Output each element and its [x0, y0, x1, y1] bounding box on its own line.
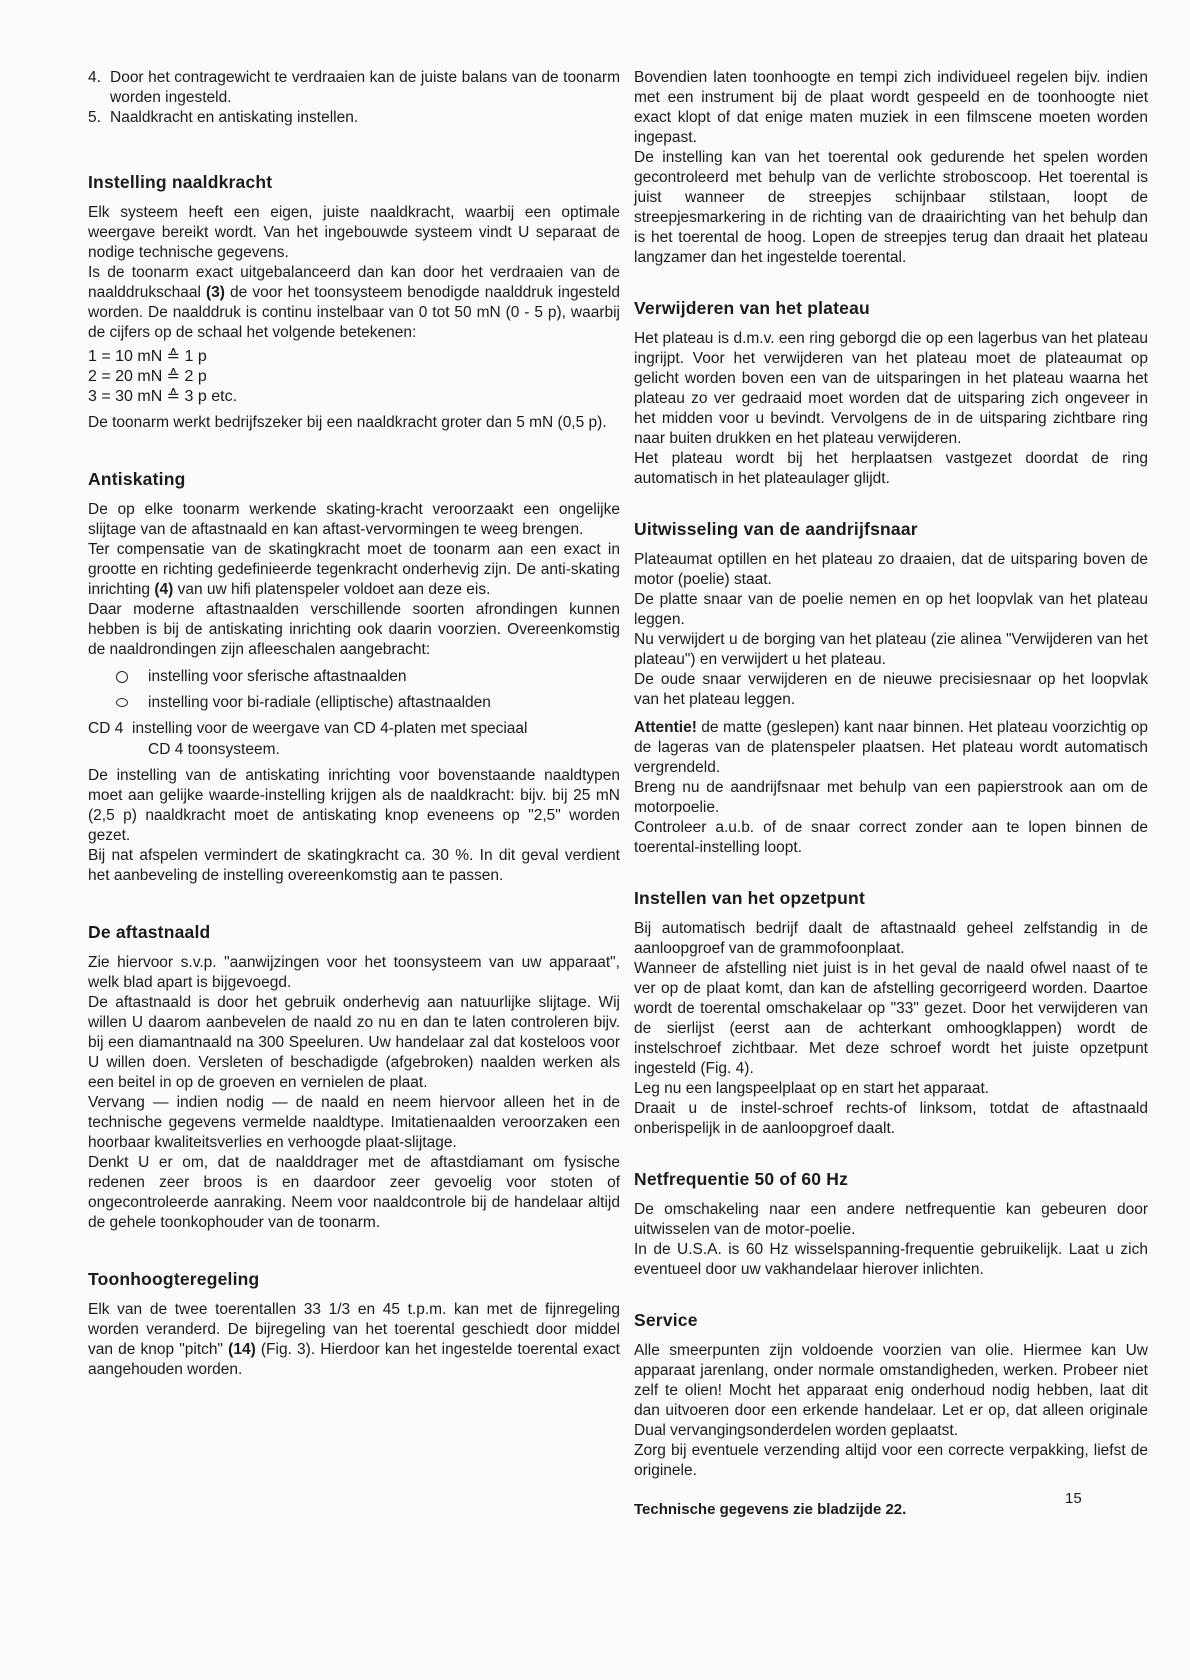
paragraph: Breng nu de aandrijfsnaar met behulp van een papierstrook aan om de motorpoelie. [634, 779, 1148, 816]
paragraph: Alle smeerpunten zijn voldoende voorzien van olie. Hiermee kan Uw apparaat jarenlang, onder normale omstandigheden, werken. Probeer niet zelf te olien! Mocht het apparaat enig onderhoud nodig hebben, laat dit dan uitvoeren door een erkende handelaar. Let er op, dat alleen originale Dual vervangingsonderdelen worden geplaatst. [634, 1342, 1148, 1439]
section-plateau [634, 298, 1148, 489]
section-opzetpunt [634, 888, 1148, 1139]
section-heading: Toonhoogteregeling [88, 1269, 260, 1289]
paragraph: Het plateau is d.m.v. een ring geborgd die op een lagerbus van het plateau ingrijpt. Voor het verwijderen van het plateau moet de plateaumat op gelicht worden boven een van de uitsparingen in het plateau waarna het plateau zo ver gedraaid moet worden dat de uitsparing zich ongeveer in het midden voor u bevindt. Vervolgens de in de uitsparing zichtbare ring naar buiten drukken en het plateau verwijderen. [634, 330, 1148, 447]
paragraph: Plateaumat optillen en het plateau zo draaien, dat de uitsparing boven de motor (poelie) staat. [634, 551, 1148, 588]
page-number: 15 [1065, 1490, 1082, 1507]
section-naaldkracht [88, 172, 620, 433]
paragraph: Is de toonarm exact uitgebalanceerd dan kan door het verdraaien van de naalddrukschaal (3) de voor het toonsysteem benodigde naalddruk ingesteld worden. De naalddruk is continu instelbaar van 0 tot 50 mN (0 - 5 p), waarbij de cijfers op de schaal het volgende betekenen: [88, 264, 620, 341]
intro-steps [88, 68, 620, 128]
tech-data-reference: Technische gegevens zie bladzijde 22. [634, 1501, 907, 1518]
paragraph: Vervang — indien nodig — de naald en neem hiervoor alleen het in de technische gegevens vermelde naaldtype. Imitatienaalden veroorzaken een hoorbaar kwaliteitsverlies en verhoogde plaat-slijtage. [88, 1094, 620, 1151]
elliptical-circle-icon [116, 698, 128, 707]
section-heading: De aftastnaald [88, 922, 211, 942]
paragraph: Zie hiervoor s.v.p. "aanwijzingen voor het toonsysteem van uw apparaat", welk blad apart is bijgevoegd. [88, 954, 620, 991]
section-heading: Service [634, 1310, 698, 1330]
scale-row: 2 = 20 mN ≙ 2 p [88, 368, 207, 385]
section-antiskating [88, 469, 620, 886]
section-service [634, 1310, 1148, 1481]
section-heading: Instellen van het opzetpunt [634, 888, 865, 908]
paragraph: De platte snaar van de poelie nemen en op het loopvlak van het plateau leggen. [634, 591, 1148, 628]
list-item-continuation: CD 4 toonsysteem. [148, 741, 280, 758]
paragraph: Elk van de twee toerentallen 33 1/3 en 45 t.p.m. kan met de fijnregeling worden veranderd. De bijregeling van het toerental geschiedt door middel van de knop "pitch" (14) (Fig. 3). Hierdoor kan het ingestelde toerental exact aangehouden worden. [88, 1301, 620, 1378]
section-heading: Uitwisseling van de aandrijfsnaar [634, 519, 918, 539]
list-item: instelling voor bi-radiale (elliptische) aftastnaalden [88, 692, 620, 714]
paragraph: Elk systeem heeft een eigen, juiste naaldkracht, waarbij een optimale weergave bereikt wordt. Van het ingebouwde systeem vindt U separaat de nodige technische gegevens. [88, 204, 620, 261]
force-scale-table [88, 347, 620, 407]
section-heading: Netfrequentie 50 of 60 Hz [634, 1169, 849, 1189]
paragraph: In de U.S.A. is 60 Hz wisselspanning-frequentie gebruikelijk. Laat u zich eventueel door uw vakhandelaar hierover inlichten. [634, 1241, 1148, 1278]
section-toonhoogte [88, 1269, 620, 1380]
scale-symbol-list [88, 666, 620, 760]
spherical-circle-icon [116, 671, 128, 683]
list-item: CD 4 instelling voor de weergave van CD 4-platen met speciaal [88, 720, 528, 737]
paragraph: Nu verwijdert u de borging van het plateau (zie alinea "Verwijderen van het plateau") en verwijdert u het plateau. [634, 631, 1148, 668]
paragraph: De instelling van de antiskating inrichting voor bovenstaande naaldtypen moet aan gelijke waarde-instelling krijgen als de naaldkracht: bijv. bij 25 mN (2,5 p) naaldkracht moet de antiskating knop eveneens op "2,5" worden gezet. [88, 767, 620, 844]
paragraph: Bij automatisch bedrijf daalt de aftastnaald geheel zelfstandig in de aanloopgroef van de grammofoonplaat. [634, 920, 1148, 957]
paragraph: Attentie! de matte (geslepen) kant naar binnen. Het plateau voorzichtig op de lageras van de platenspeler plaatsen. Het plateau wordt automatisch vergrendeld. [634, 719, 1148, 776]
paragraph: Draait u de instel-schroef rechts-of linksom, totdat de aftastnaald onberispelijk in de aanloopgroef daalt. [634, 1100, 1148, 1137]
scale-row: 3 = 30 mN ≙ 3 p etc. [88, 388, 238, 405]
scale-row: 1 = 10 mN ≙ 1 p [88, 348, 207, 365]
paragraph: Daar moderne aftastnaalden verschillende soorten afrondingen kunnen hebben is bij de antiskating inrichting ook daarin voorzien. Overeenkomstig de naaldrondingen zijn afleeschalen aangebracht: [88, 601, 620, 658]
attention-label: Attentie! [634, 719, 697, 736]
list-item: 5. Naaldkracht en antiskating instellen. [88, 109, 359, 126]
list-item: 4. Door het contragewicht te verdraaien kan de juiste balans van de toonarm worden ingesteld. [88, 69, 620, 106]
section-aandrijfsnaar [634, 519, 1148, 858]
section-intro-continued [634, 68, 1148, 268]
paragraph: De toonarm werkt bedrijfszeker bij een naaldkracht groter dan 5 mN (0,5 p). [88, 414, 607, 431]
paragraph: De oude snaar verwijderen en de nieuwe precisiesnaar op het loopvlak van het plateau leggen. [634, 671, 1148, 708]
paragraph: Leg nu een langspeelplaat op en start het apparaat. [634, 1080, 990, 1097]
paragraph: Bovendien laten toonhoogte en tempi zich individueel regelen bijv. indien met een instrument bij de plaat wordt gespeeld en de toonhoogte niet exact klopt of dat enige maten muziek in een filmscene moeten worden ingepast. [634, 69, 1148, 146]
section-netfrequentie [634, 1169, 1148, 1280]
section-heading: Verwijderen van het plateau [634, 298, 870, 318]
section-aftastnaald [88, 922, 620, 1233]
paragraph: De instelling kan van het toerental ook gedurende het spelen worden gecontroleerd met behulp van de verlichte stroboscoop. Het toerental is juist wanneer de streepjes schijnbaar stilstaan, loopt de streepjesmarkering in de richting van de draairichting van het behulp dan is het toerental de hoog. Lopen de streepjes terug dan draait het plateau langzamer dan het ingestelde toerental. [634, 149, 1148, 266]
section-heading: Antiskating [88, 469, 186, 489]
paragraph: De op elke toonarm werkende skating-kracht veroorzaakt een ongelijke slijtage van de aftastnaald en kan aftast-vervormingen te weeg brengen. [88, 501, 620, 538]
right-column [634, 68, 1148, 1518]
paragraph: Bij nat afspelen vermindert de skatingkracht ca. 30 %. In dit geval verdient het aanbeveling de instelling overeenkomstig aan te passen. [88, 847, 620, 884]
left-column [88, 68, 620, 1380]
list-item: instelling voor sferische aftastnaalden [88, 666, 620, 688]
paragraph: Controleer a.u.b. of de snaar correct zonder aan te lopen binnen de toerental-instelling loopt. [634, 819, 1148, 856]
paragraph: Zorg bij eventuele verzending altijd voor een correcte verpakking, liefst de originele. [634, 1442, 1148, 1479]
section-heading: Instelling naaldkracht [88, 172, 273, 192]
paragraph: De omschakeling naar een andere netfrequentie kan gebeuren door uitwisselen van de motor-poelie. [634, 1201, 1148, 1238]
paragraph: Denkt U er om, dat de naalddrager met de aftastdiamant om fysische redenen zeer broos is en daardoor zeer gevoelig voor stoten of ongecontroleerde aanraking. Neem voor naaldcontrole bij de handelaar altijd de gehele toonkophouder van de toonarm. [88, 1154, 620, 1231]
paragraph: Wanneer de afstelling niet juist is in het geval de naald ofwel naast of te ver op de plaat komt, dan kan de afstelling gecorrigeerd worden. Daartoe wordt de toerental omschakelaar op "33" gezet. Door het verwijderen van de sierlijst (eerst aan de achterkant omhoogklappen) wordt de instelschroef zichtbaar. Met deze schroef wordt het juiste opzetpunt ingesteld (Fig. 4). [634, 960, 1148, 1077]
paragraph: Ter compensatie van de skatingkracht moet de toonarm aan een exact in grootte en richting gedefinieerde tegenkracht onderhevig zijn. De anti-skating inrichting (4) van uw hifi platenspeler voldoet aan deze eis. [88, 541, 620, 598]
paragraph: Het plateau wordt bij het herplaatsen vastgezet doordat de ring automatisch in het plateaulager glijdt. [634, 450, 1148, 487]
paragraph: De aftastnaald is door het gebruik onderhevig aan natuurlijke slijtage. Wij willen U daarom aanbevelen de naald zo nu en dan te laten controleren bijv. bij een diamantnaald na 300 Speeluren. Uw handelaar zal dat kosteloos voor U willen doen. Versleten of beschadigde (afgebroken) naalden werken als een beitel in op de groeven en vernielen de plaat. [88, 994, 620, 1091]
